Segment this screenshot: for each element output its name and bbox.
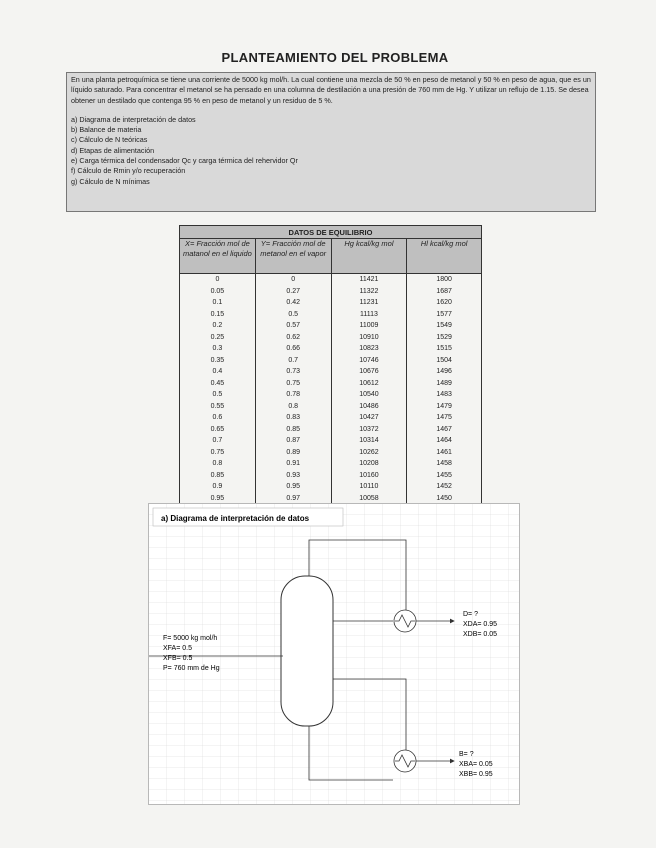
table-cell: 0.1 <box>180 297 256 309</box>
table-cell: 0.75 <box>180 447 256 459</box>
distillate-label: XDA= 0.95 <box>463 621 498 628</box>
table-cell: 0.55 <box>180 401 256 413</box>
feed-label: F= 5000 kg mol/h <box>163 635 218 642</box>
table-cell: 0.87 <box>255 435 331 447</box>
table-cell: 10314 <box>331 435 407 447</box>
table-cell: 1452 <box>407 481 482 493</box>
table-cell: 1458 <box>407 458 482 470</box>
column-header: Hg kcal/kg mol <box>331 239 407 274</box>
column-header: Y= Fracción mol de metanol en el vapor <box>255 239 331 274</box>
table-cell: 0.3 <box>180 343 256 355</box>
table-cell: 0 <box>180 274 256 286</box>
table-cell: 10540 <box>331 389 407 401</box>
table-cell: 0.7 <box>180 435 256 447</box>
list-item: e) Carga térmica del condensador Qc y carga térmica del rehervidor Qr <box>71 156 298 166</box>
table-row <box>180 343 482 355</box>
table-cell: 0.85 <box>180 470 256 482</box>
table-row <box>180 355 482 367</box>
table-row <box>180 412 482 424</box>
table-cell: 0.25 <box>180 332 256 344</box>
table-cell: 0.91 <box>255 458 331 470</box>
diagram-canvas <box>149 504 519 804</box>
table-cell: 10823 <box>331 343 407 355</box>
table-cell: 10612 <box>331 378 407 390</box>
table-cell: 0.35 <box>180 355 256 367</box>
table-cell: 11322 <box>331 286 407 298</box>
table-row <box>180 332 482 344</box>
table-cell: 0.7 <box>255 355 331 367</box>
table-cell: 0.8 <box>255 401 331 413</box>
feed-label: XFA= 0.5 <box>163 645 192 652</box>
table-cell: 1489 <box>407 378 482 390</box>
table-cell: 0.45 <box>180 378 256 390</box>
table-cell: 0.89 <box>255 447 331 459</box>
table-cell: 0.57 <box>255 320 331 332</box>
list-item: g) Cálculo de N mínimas <box>71 176 150 186</box>
table-cell: 10058 <box>331 493 407 505</box>
table-cell: 0.65 <box>180 424 256 436</box>
table-row <box>180 366 482 378</box>
bottoms-label: XBA= 0.05 <box>459 761 493 768</box>
table-cell: 0.73 <box>255 366 331 378</box>
table-cell: 10110 <box>331 481 407 493</box>
table-row <box>180 274 482 286</box>
table-cell: 0.97 <box>255 493 331 505</box>
table-cell: 11009 <box>331 320 407 332</box>
table-cell: 1549 <box>407 320 482 332</box>
problem-statement <box>66 72 596 212</box>
table-cell: 0.42 <box>255 297 331 309</box>
table-cell: 1529 <box>407 332 482 344</box>
grid-background <box>149 504 519 804</box>
bottoms-label: XBB= 0.95 <box>459 771 493 778</box>
table-cell: 0.78 <box>255 389 331 401</box>
table-cell: 10746 <box>331 355 407 367</box>
table-cell: 0.5 <box>255 309 331 321</box>
table-cell: 0.15 <box>180 309 256 321</box>
table-cell: 1515 <box>407 343 482 355</box>
feed-label: P= 760 mm de Hg <box>163 665 220 672</box>
table-cell: 1461 <box>407 447 482 459</box>
table-row <box>180 401 482 413</box>
column-header: Hl kcal/kg mol <box>407 239 482 274</box>
distillate-label: XDB= 0.05 <box>463 631 498 638</box>
table-cell: 10427 <box>331 412 407 424</box>
table-cell: 1450 <box>407 493 482 505</box>
column-header: X= Fracción mol de matanol en el liquido <box>180 239 256 274</box>
list-item: f) Cálculo de Rmin y/o recuperación <box>71 166 186 176</box>
table-row <box>180 470 482 482</box>
table-row <box>180 378 482 390</box>
table-cell: 1467 <box>407 424 482 436</box>
list-item: c) Cálculo de N teóricas <box>71 135 148 145</box>
table-cell: 1504 <box>407 355 482 367</box>
table-cell: 10486 <box>331 401 407 413</box>
table-cell: 0.4 <box>180 366 256 378</box>
table-cell: 0 <box>255 274 331 286</box>
table-cell: 10208 <box>331 458 407 470</box>
table-cell: 0.75 <box>255 378 331 390</box>
table-cell: 1455 <box>407 470 482 482</box>
table-cell: 10676 <box>331 366 407 378</box>
table-cell: 0.66 <box>255 343 331 355</box>
table-cell: 0.95 <box>255 481 331 493</box>
task-list <box>71 115 591 187</box>
table-cell: 11421 <box>331 274 407 286</box>
table-cell: 0.5 <box>180 389 256 401</box>
table-cell: 0.27 <box>255 286 331 298</box>
list-item: d) Etapas de alimentación <box>71 145 155 155</box>
table-row <box>180 424 482 436</box>
table-cell: 1483 <box>407 389 482 401</box>
statement-intro: En una planta petroquímica se tiene una corriente de 5000 kg mol/h. La cual contiene una mezcla de 50 % en peso de metanol y 50 % en peso de agua, que es un líquido saturado. Para concentrar el metanol se ha pensado en una columna de destilación a una presión de 760 mm de Hg. Y utilizar un reflujo de 1.15. Se desea obtener un destilado que contenga 95 % en peso de metanol y un residuo de 5 %. <box>71 75 591 105</box>
equilibrium-table-container <box>179 225 482 505</box>
table-row <box>180 297 482 309</box>
table-cell: 0.85 <box>255 424 331 436</box>
table-row <box>180 309 482 321</box>
table-cell: 0.05 <box>180 286 256 298</box>
table-cell: 1479 <box>407 401 482 413</box>
table-cell: 11231 <box>331 297 407 309</box>
table-row <box>180 481 482 493</box>
table-row <box>180 389 482 401</box>
distillate-label: D= ? <box>463 611 478 618</box>
table-row <box>180 458 482 470</box>
table-row <box>180 447 482 459</box>
list-item: b) Balance de materia <box>71 125 142 135</box>
list-item: a) Diagrama de interpretación de datos <box>71 114 196 124</box>
table-cell: 0.2 <box>180 320 256 332</box>
table-body <box>180 274 482 505</box>
table-cell: 0.9 <box>180 481 256 493</box>
table-cell: 0.6 <box>180 412 256 424</box>
distillation-column <box>281 576 333 726</box>
table-cell: 10372 <box>331 424 407 436</box>
bottoms-label: B= ? <box>459 751 474 758</box>
table-cell: 10910 <box>331 332 407 344</box>
table-caption: DATOS DE EQUILIBRIO <box>180 226 482 239</box>
equilibrium-table <box>179 225 482 505</box>
table-cell: 0.93 <box>255 470 331 482</box>
feed-label: XFB= 0.5 <box>163 655 193 662</box>
table-cell: 1496 <box>407 366 482 378</box>
table-cell: 0.95 <box>180 493 256 505</box>
table-cell: 1475 <box>407 412 482 424</box>
table-cell: 11113 <box>331 309 407 321</box>
diagram-title: a) Diagrama de interpretación de datos <box>161 514 310 523</box>
table-cell: 1620 <box>407 297 482 309</box>
table-cell: 1464 <box>407 435 482 447</box>
table-row <box>180 435 482 447</box>
table-cell: 10160 <box>331 470 407 482</box>
table-row <box>180 286 482 298</box>
table-cell: 1687 <box>407 286 482 298</box>
table-cell: 1800 <box>407 274 482 286</box>
table-cell: 10262 <box>331 447 407 459</box>
page-title: PLANTEAMIENTO DEL PROBLEMA <box>221 50 449 65</box>
table-row <box>180 320 482 332</box>
table-cell: 0.62 <box>255 332 331 344</box>
process-diagram <box>148 503 520 805</box>
table-cell: 1577 <box>407 309 482 321</box>
table-cell: 0.83 <box>255 412 331 424</box>
table-cell: 0.8 <box>180 458 256 470</box>
